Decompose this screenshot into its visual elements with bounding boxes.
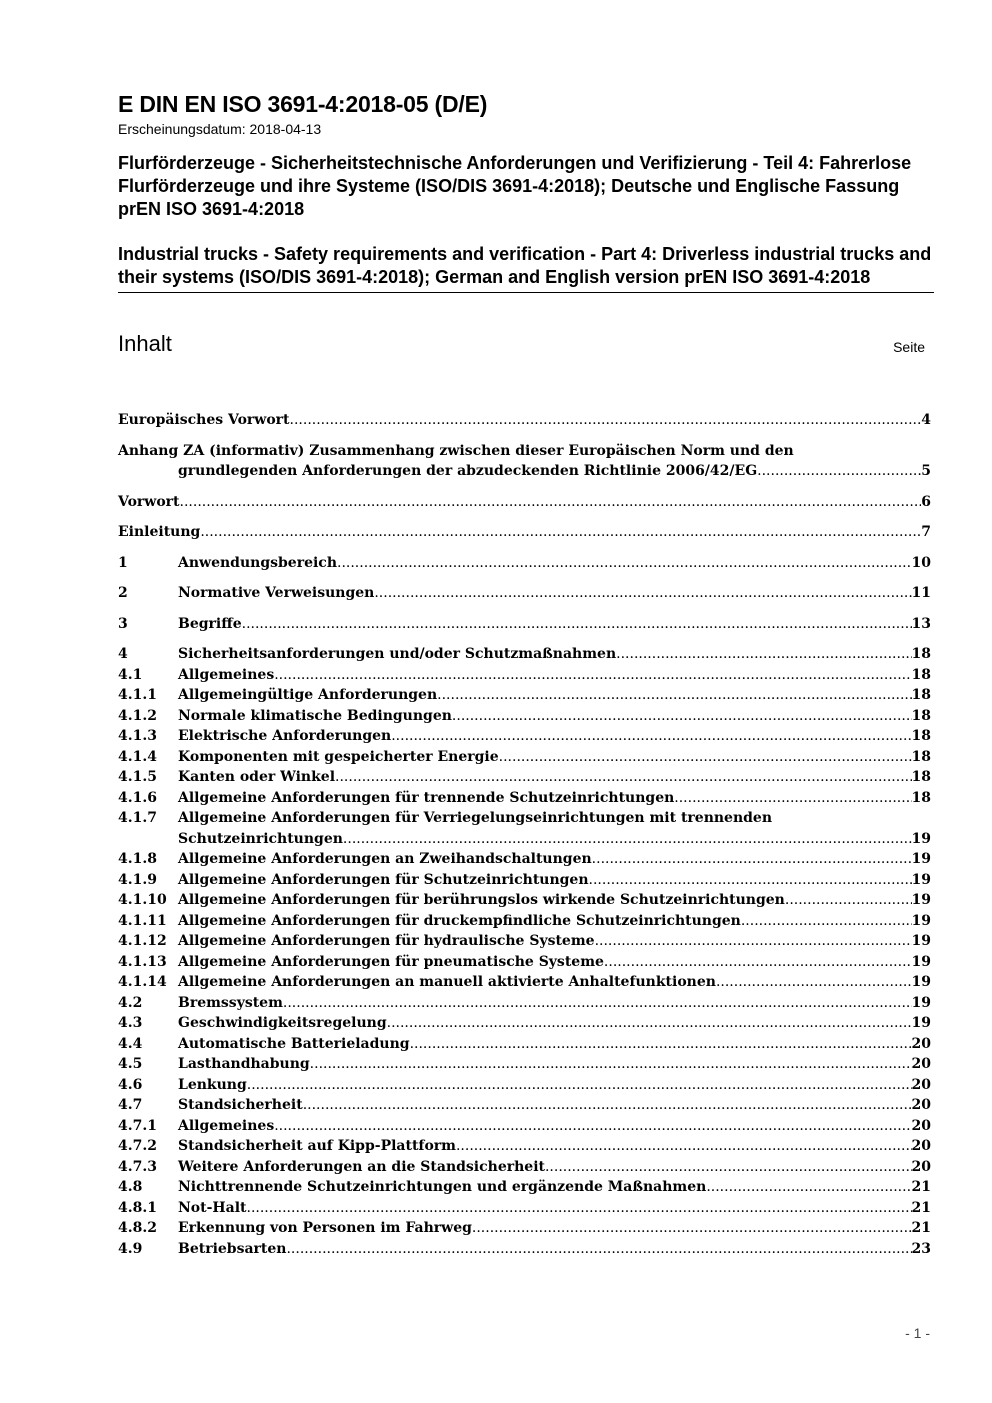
toc-entry-line (178, 911, 931, 932)
toc-entry-number: 4.1.10 (118, 892, 167, 908)
toc-entry[interactable] (118, 1177, 931, 1198)
toc-entry-number: 4.1.14 (118, 974, 167, 990)
toc-entry-title: Allgemeine Anforderungen für trennende Schutzeinrichtungen (178, 789, 675, 806)
document-header (118, 90, 934, 363)
toc-entry-line (178, 1054, 931, 1075)
toc-entry-title: Lenkung (178, 1076, 247, 1093)
toc-dot-leader (604, 952, 912, 973)
toc-dot-leader (785, 890, 912, 911)
document-id: E DIN EN ISO 3691-4:2018-05 (D/E) (118, 91, 488, 117)
toc-entry-number: 4.7.3 (118, 1158, 157, 1175)
toc-entry-number: 4.1.7 (118, 810, 157, 826)
toc-entry-title: Begriffe (178, 615, 242, 632)
toc-entry-line (178, 1198, 931, 1219)
toc-entry-line (178, 1177, 931, 1198)
toc-entry-title: Allgemeine Anforderungen für hydraulische Systeme (178, 933, 595, 949)
toc-entry-page: 20 (911, 1097, 931, 1113)
toc-dot-leader (374, 583, 911, 604)
toc-entry-page: 19 (911, 974, 931, 990)
toc-entry-line (178, 1157, 931, 1178)
title-english: Industrial trucks - Safety requirements and verification - Part 4: Driverless industrial trucks and their systems (ISO/DIS 3691-4:2018); German and English version prEN ISO 3691-4:2018 (118, 244, 932, 287)
toc-entry-title: Lasthandhabung (178, 1056, 310, 1072)
toc-entry-title: Bremssystem (178, 994, 283, 1011)
toc-entry-line (178, 849, 931, 870)
toc-entry-title: Erkennung von Personen im Fahrweg (178, 1220, 472, 1236)
toc-entry[interactable] (118, 952, 931, 973)
toc-entry-number: 4.7.1 (118, 1117, 157, 1134)
toc-entry-number: 1 (118, 554, 128, 571)
toc-entry-number: 4.1.3 (118, 728, 157, 744)
toc-entry-title: Europäisches Vorwort (118, 412, 290, 428)
toc-entry[interactable] (118, 492, 931, 513)
toc-entry-number: 4.3 (118, 1015, 143, 1031)
toc-entry-title: Kanten oder Winkel (178, 769, 336, 785)
toc-entry-title: Standsicherheit (178, 1097, 303, 1113)
toc-entry-number: 4.1.11 (118, 912, 167, 929)
toc-entry[interactable] (118, 1095, 931, 1116)
toc-entry-page: 18 (911, 687, 931, 703)
toc-entry-line (178, 685, 931, 706)
toc-entry-line (178, 952, 931, 973)
toc-entry-title-continued: grundlegenden Anforderungen der abzudeckenden Richtlinie 2006/42/EG (178, 463, 758, 479)
toc-dot-leader (335, 767, 911, 788)
toc-dot-leader (589, 870, 912, 891)
toc-entry-number: 4.1 (118, 666, 143, 683)
toc-entry-line (178, 747, 931, 768)
toc-dot-leader (247, 1075, 912, 1096)
toc-entry[interactable] (118, 849, 931, 870)
toc-dot-leader (337, 553, 912, 574)
toc-entry-number: 4.1.4 (118, 748, 157, 765)
toc-entry-line (178, 1218, 931, 1239)
toc-entry-title: Allgemeingültige Anforderungen (178, 687, 438, 703)
toc-entry[interactable] (118, 1075, 931, 1096)
toc-entry[interactable] (118, 767, 931, 788)
toc-entry-line (178, 553, 931, 574)
toc-entry-page: 18 (911, 707, 931, 724)
toc-entry-page: 19 (911, 933, 931, 949)
toc-entry[interactable] (118, 614, 931, 635)
toc-entry[interactable] (118, 522, 931, 543)
toc-entry[interactable] (118, 553, 931, 574)
toc-entry-title: Standsicherheit auf Kipp-Plattform (178, 1138, 456, 1154)
toc-entry-number: 4 (118, 646, 128, 662)
toc-entry-line (178, 931, 931, 952)
toc-entry-title: Allgemeine Anforderungen an Zweihandschaltungen (178, 851, 592, 867)
toc-entry-page: 19 (911, 871, 931, 888)
toc-entry-title: Allgemeines (178, 1117, 275, 1134)
toc-dot-leader (741, 911, 912, 932)
toc-dot-leader (274, 1116, 911, 1137)
toc-entry[interactable] (118, 1136, 931, 1157)
toc-dot-leader (592, 849, 912, 870)
toc-entry[interactable] (118, 870, 931, 891)
title-german: Flurförderzeuge - Sicherheitstechnische Anforderungen und Verifizierung - Teil 4: Fahrerlose Flurförderzeuge und ihre Systeme (ISO/DIS 3691-4:2018); Deutsche und Englische Fassung prEN ISO 3691-4:2018 (118, 153, 912, 219)
toc-entry-page: 4 (921, 412, 931, 428)
toc-entry-title: Betriebsarten (178, 1240, 287, 1257)
toc-entry-page: 5 (921, 463, 931, 479)
toc-entry-number: 4.1.6 (118, 789, 157, 806)
toc-dot-leader (274, 665, 911, 686)
table-of-contents (118, 410, 931, 1259)
toc-entry-number: 4.7 (118, 1097, 143, 1113)
toc-entry-line (178, 644, 931, 665)
toc-entry-page: 19 (911, 892, 931, 908)
toc-dot-leader (286, 1239, 911, 1260)
toc-entry-title: Allgemeine Anforderungen für Verriegelungseinrichtungen mit trennenden (178, 810, 773, 826)
page-number: - 1 - (905, 1325, 930, 1341)
toc-entry-title: Normale klimatische Bedingungen (178, 707, 452, 724)
toc-entry-title: Allgemeines (178, 666, 275, 683)
toc-dot-leader (391, 726, 911, 747)
toc-page-label: Seite (893, 339, 925, 355)
toc-entry-page: 20 (911, 1056, 931, 1072)
toc-dot-leader (472, 1218, 912, 1239)
toc-entry-title: Anwendungsbereich (178, 554, 337, 571)
toc-entry[interactable] (118, 665, 931, 686)
toc-entry-page: 18 (911, 789, 931, 806)
toc-entry[interactable] (118, 410, 931, 431)
toc-entry-title: Allgemeine Anforderungen für druckempfindliche Schutzeinrichtungen (178, 912, 741, 929)
toc-entry-line (178, 726, 931, 747)
toc-entry-line (178, 461, 931, 482)
toc-entry-page: 13 (911, 615, 931, 632)
toc-entry[interactable] (118, 685, 931, 706)
toc-entry[interactable] (118, 1054, 931, 1075)
toc-dot-leader (310, 1054, 912, 1075)
toc-entry-line (178, 1075, 931, 1096)
toc-entry-title: Allgemeine Anforderungen für pneumatische Systeme (178, 953, 604, 970)
toc-entry-line (118, 410, 931, 431)
toc-entry-line (178, 1116, 931, 1137)
toc-dot-leader (757, 461, 921, 482)
publication-date: Erscheinungsdatum: 2018-04-13 (118, 121, 322, 137)
toc-entry-line (178, 1034, 931, 1055)
toc-entry-title: Sicherheitsanforderungen und/oder Schutzmaßnahmen (178, 646, 617, 662)
toc-title: Inhalt (118, 331, 172, 356)
toc-entry[interactable] (118, 1157, 931, 1178)
toc-entry-line (178, 767, 931, 788)
toc-entry-line (178, 972, 931, 993)
toc-entry-title: Vorwort (118, 493, 180, 510)
toc-entry-number: 4.1.5 (118, 769, 157, 785)
toc-entry-title: Allgemeine Anforderungen für Schutzeinrichtungen (178, 871, 589, 888)
toc-entry-page: 6 (921, 493, 931, 510)
toc-entry-page: 7 (921, 524, 931, 540)
toc-dot-leader (290, 410, 922, 431)
toc-dot-leader (595, 931, 912, 952)
toc-entry[interactable] (118, 1013, 931, 1034)
toc-entry-page: 21 (911, 1199, 931, 1216)
toc-entry-page: 18 (911, 728, 931, 744)
toc-entry-page: 18 (911, 646, 931, 662)
toc-dot-leader (616, 644, 911, 665)
toc-entry-number: 4.7.2 (118, 1138, 157, 1154)
toc-dot-leader (410, 1034, 912, 1055)
toc-entry-title: Allgemeine Anforderungen an manuell aktivierte Anhaltefunktionen (178, 974, 716, 990)
toc-entry-page: 19 (911, 1015, 931, 1031)
toc-entry-number: 4.5 (118, 1056, 143, 1072)
toc-entry-number: 4.6 (118, 1076, 143, 1093)
toc-entry-line (178, 706, 931, 727)
toc-entry[interactable] (118, 441, 931, 482)
toc-entry-title: Geschwindigkeitsregelung (178, 1015, 387, 1031)
toc-entry-title: Allgemeine Anforderungen für berührungslos wirkende Schutzeinrichtungen (178, 892, 785, 908)
toc-entry[interactable] (118, 788, 931, 809)
toc-entry-page: 19 (911, 912, 931, 929)
toc-dot-leader (303, 1095, 912, 1116)
toc-entry-page: 19 (911, 851, 931, 867)
toc-entry-page: 20 (911, 1035, 931, 1052)
toc-entry-line (178, 829, 931, 850)
toc-entry[interactable] (118, 726, 931, 747)
toc-entry[interactable] (118, 1034, 931, 1055)
toc-entry-page: 19 (911, 830, 931, 847)
toc-entry-line (178, 993, 931, 1014)
toc-entry[interactable] (118, 993, 931, 1014)
toc-entry-page: 19 (911, 953, 931, 970)
toc-entry[interactable] (118, 890, 931, 911)
toc-entry-number: 4.1.2 (118, 707, 157, 724)
toc-entry[interactable] (118, 808, 931, 849)
toc-dot-leader (343, 829, 912, 850)
toc-entry-line (178, 788, 931, 809)
toc-entry-line (178, 614, 931, 635)
toc-entry-number: 4.1.9 (118, 871, 157, 888)
toc-entry-number: 4.1.12 (118, 933, 167, 949)
toc-entry-line (178, 1136, 931, 1157)
toc-entry-line (178, 665, 931, 686)
toc-entry-line (178, 1239, 931, 1260)
toc-entry[interactable] (118, 972, 931, 993)
toc-entry-number: 4.8.2 (118, 1220, 157, 1236)
toc-entry[interactable] (118, 583, 931, 604)
toc-entry-page: 21 (911, 1179, 931, 1195)
toc-entry-line (178, 1095, 931, 1116)
toc-entry-page: 20 (911, 1076, 931, 1093)
toc-entry[interactable] (118, 1218, 931, 1239)
toc-dot-leader (387, 1013, 912, 1034)
toc-entry[interactable] (118, 1116, 931, 1137)
toc-entry[interactable] (118, 747, 931, 768)
toc-entry-line (178, 1013, 931, 1034)
toc-entry[interactable] (118, 706, 931, 727)
toc-dot-leader (180, 492, 922, 513)
toc-dot-leader (545, 1157, 912, 1178)
toc-entry-number: 4.1.8 (118, 851, 157, 867)
toc-dot-leader (674, 788, 911, 809)
toc-dot-leader (242, 614, 912, 635)
header-divider (118, 292, 934, 293)
toc-entry-number: 3 (118, 615, 128, 632)
toc-entry-title: Normative Verweisungen (178, 585, 375, 601)
toc-entry-title: Komponenten mit gespeicherter Energie (178, 748, 499, 765)
toc-entry-page: 20 (911, 1117, 931, 1134)
toc-entry-line (178, 870, 931, 891)
toc-dot-leader (706, 1177, 911, 1198)
toc-dot-leader (456, 1136, 912, 1157)
toc-entry-page: 18 (911, 666, 931, 683)
toc-heading (118, 319, 934, 363)
toc-entry-page: 18 (911, 769, 931, 785)
toc-entry-page: 19 (911, 994, 931, 1011)
toc-entry-number: 4.8 (118, 1179, 143, 1195)
toc-entry-number: 4.2 (118, 994, 143, 1011)
toc-entry-page: 20 (911, 1158, 931, 1175)
toc-dot-leader (247, 1198, 912, 1219)
toc-entry-number: 4.1.13 (118, 953, 167, 970)
toc-entry-page: 23 (911, 1240, 931, 1257)
toc-entry-page: 18 (911, 748, 931, 765)
toc-entry-page: 20 (911, 1138, 931, 1154)
toc-entry-page: 10 (911, 554, 931, 571)
toc-entry-number: 2 (118, 585, 128, 601)
toc-entry-title: Nichttrennende Schutzeinrichtungen und ergänzende Maßnahmen (178, 1179, 707, 1195)
toc-entry-number: 4.9 (118, 1240, 143, 1257)
toc-entry-number: 4.8.1 (118, 1199, 157, 1216)
toc-dot-leader (283, 993, 912, 1014)
toc-entry-line (118, 522, 931, 543)
toc-entry[interactable] (118, 911, 931, 932)
toc-entry-title-continued: Schutzeinrichtungen (178, 830, 343, 847)
toc-entry-title: Weitere Anforderungen an die Standsicherheit (178, 1158, 545, 1175)
toc-entry-page: 21 (911, 1220, 931, 1236)
toc-entry-page: 11 (911, 585, 931, 601)
toc-entry[interactable] (118, 1198, 931, 1219)
toc-entry-title: Anhang ZA (informativ) Zusammenhang zwischen dieser Europäischen Norm und den (118, 442, 794, 459)
toc-entry[interactable] (118, 931, 931, 952)
toc-dot-leader (452, 706, 912, 727)
toc-dot-leader (200, 522, 921, 543)
toc-entry-number: 4.1.1 (118, 687, 157, 703)
toc-entry-line (178, 890, 931, 911)
toc-entry[interactable] (118, 1239, 931, 1260)
toc-entry-title: Elektrische Anforderungen (178, 728, 392, 744)
toc-dot-leader (437, 685, 911, 706)
toc-entry-title: Not-Halt (178, 1199, 247, 1216)
toc-entry-title: Automatische Batterieladung (178, 1035, 410, 1052)
toc-entry-line (178, 583, 931, 604)
toc-entry-number: 4.4 (118, 1035, 143, 1052)
toc-entry-line (118, 492, 931, 513)
toc-entry-title: Einleitung (118, 524, 201, 540)
toc-dot-leader (499, 747, 912, 768)
toc-dot-leader (716, 972, 912, 993)
toc-entry[interactable] (118, 644, 931, 665)
